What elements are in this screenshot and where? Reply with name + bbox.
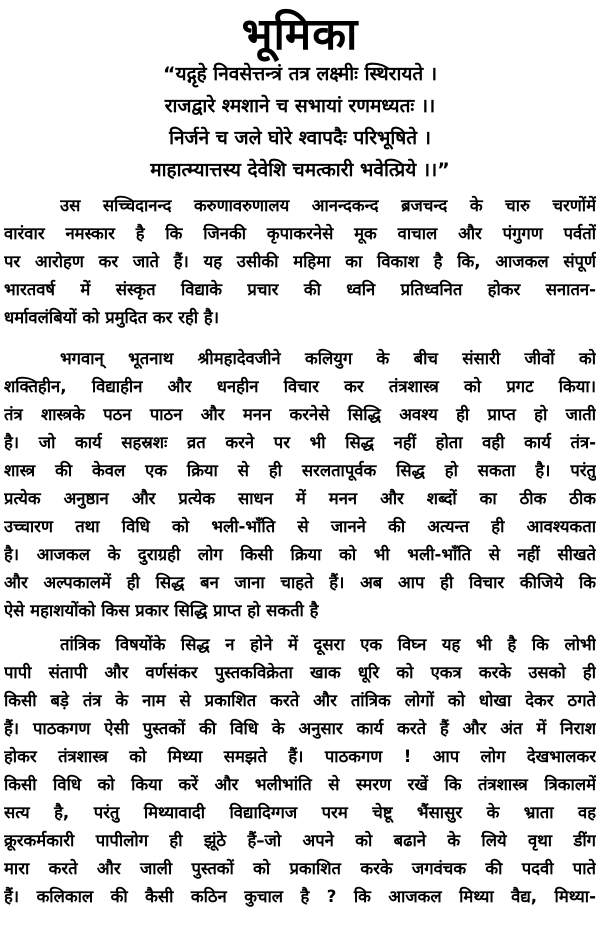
paragraph-3-line: सत्य है, परंतु मिथ्यावादी विद्यादिग्गज परम चेष्टू भैंसासुर के भ्राता वह [4,803,596,822]
verse-line-2: राजद्वारे श्मशाने च सभायां रणमध्यतः ।। [164,95,436,117]
paragraph-3-line: पापी संतापी और वर्णसंकर पुस्तकविक्रेता खाक धूरि को एकत्र करके उसको ही [4,663,596,682]
paragraph-3-line: तांत्रिक विषयोंके सिद्ध न होने में दूसरा एक विघ्न यह भी है कि लोभी [60,635,596,654]
verse-line-3: निर्जने च जले घोरे श्वापदैः परिभूषिते । [169,127,431,149]
paragraph-3-line: क्रूरकर्मकारी पापीलोग ही झूंठे हैं–जो अपने को बढाने के लिये वृथा डींग [4,831,596,850]
paragraph-2-line: तंत्र शास्त्रके पठन पाठन और मनन करनेसे सिद्धि अवश्य ही प्राप्त हो जाती [4,405,596,424]
paragraph-3-line: हैं। पाठकगण ऐसी पुस्तकों की विधि के अनुसार कार्य करते हैं और अंत में निराश [4,719,596,738]
paragraph-2-line: और अल्पकालमें ही सिद्ध बन जाना चाहते हैं। अब आप ही विचार कीजिये कि [4,573,596,592]
paragraph-1-line: धर्मावलंबियों को प्रमुदित कर रही है। [4,308,219,327]
paragraph-3-line: होकर तंत्रशास्त्र को मिथ्या समझते हैं। पाठकगण ! आप लोग देखभालकर [4,747,596,766]
verse-line-4: माहात्म्यात्तस्य देवेशि चमत्कारी भवेत्प्रिये ।।” [150,159,450,181]
paragraph-1-line: वारंवार नमस्कार है कि जिनकी कृपाकरनेसे मूक वाचाल और पंगुगण पर्वतों [4,224,596,243]
paragraph-1-line: उस सच्चिदानन्द करुणावरुणालय आनन्दकन्द ब्रजचन्द के चारु चरणोंमें [60,196,596,215]
paragraph-2-line: शास्त्र की केवल एक क्रिया से ही सरलतापूर्वक सिद्ध हो सकता है। परंतु [4,461,596,480]
page-title: भूमिका [241,9,359,60]
paragraph-2-line: शक्तिहीन, विद्याहीन और धनहीन विचार कर तंत्रशास्त्र को प्रगट किया। [4,377,596,396]
paragraph-2-line: भगवान् भूतनाथ श्रीमहादेवजीने कलियुग के बीच संसारी जीवों को [60,349,596,368]
paragraph-2-line: है। आजकल के दुराग्रही लोग किसी क्रिया को भी भली-भाँति से नहीं सीखते [4,545,596,564]
paragraph-2-line: ऐसे महाशयोंको किस प्रकार सिद्धि प्राप्त हो सकती है [4,601,319,620]
paragraph-1-line: भारतवर्ष में संस्कृत विद्याके प्रचार की ध्वनि प्रतिध्वनित होकर सनातन- [4,280,596,299]
paragraph-3-line: मारा करते और जाली पुस्तकों को प्रकाशित करके जगवंचक की पदवी पाते [4,859,596,878]
paragraph-2-line: प्रत्येक अनुष्ठान और प्रत्येक साधन में मनन और शब्दों का ठीक ठीक [4,489,596,508]
paragraph-3-line: किसी बड़े तंत्र के नाम से प्रकाशित करते और तांत्रिक लोगों को धोखा देकर ठगते [4,691,596,710]
paragraph-2-line: है। जो कार्य सहस्रशः व्रत करने पर भी सिद्ध नहीं होता वही कार्य तंत्र- [4,433,596,452]
paragraph-3-line: हैं। कलिकाल की कैसी कठिन कुचाल है ? कि आजकल मिथ्या वैद्य, मिथ्या- [4,887,596,906]
paragraph-3-line: किसी विधि को किया करें और भलीभांति से स्मरण रखें कि तंत्रशास्त्र त्रिकालमें [4,775,596,794]
verse-line-1: “यद्गृहे निवसेत्तन्त्रं तत्र लक्ष्मीः स्थिरायते । [162,63,438,85]
paragraph-2-line: उच्चारण तथा विधि को भली-भाँति से जानने की अत्यन्त ही आवश्यकता [4,517,596,536]
paragraph-1-line: पर आरोहण कर जाते हैं। यह उसीकी महिमा का विकाश है कि, आजकल संपूर्ण [4,252,596,271]
